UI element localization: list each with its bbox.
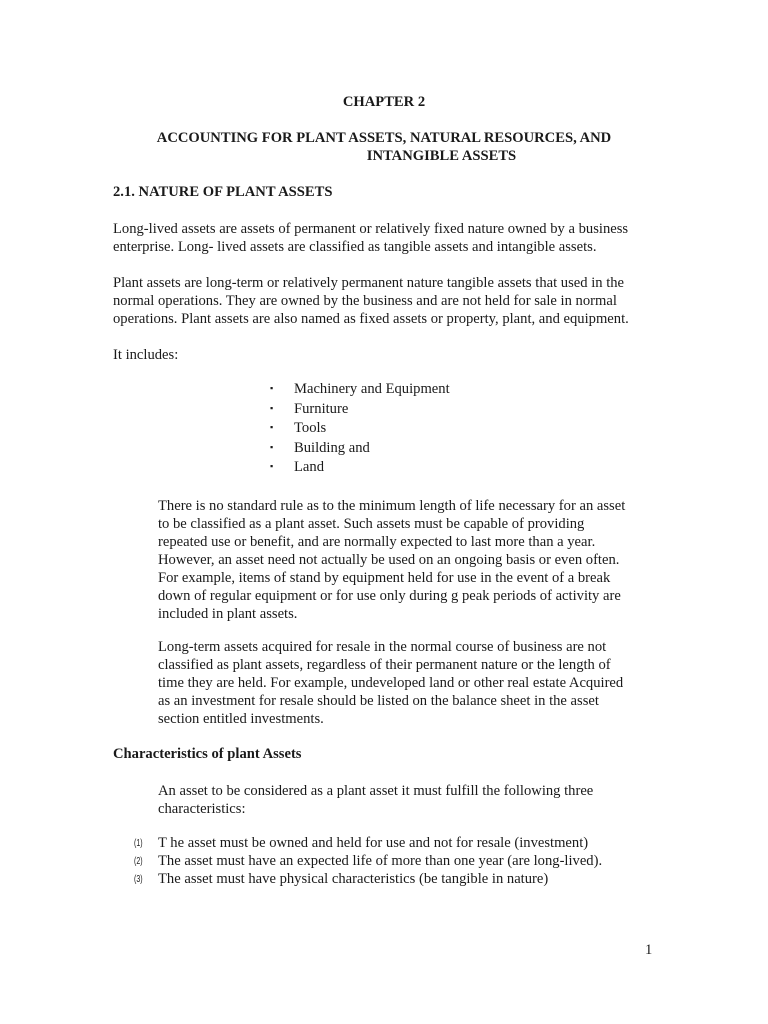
list-item-text: T he asset must be owned and held for use and not for resale (investment) [158, 835, 589, 851]
includes-label [113, 346, 673, 364]
list-item-text: Furniture [294, 400, 349, 417]
bullet-icon: ▪ [270, 441, 274, 452]
bullet-icon: ▪ [270, 383, 274, 393]
list-item [134, 834, 602, 852]
bullet-icon: ▪ [270, 422, 274, 432]
bullet-icon: ▪ [270, 402, 274, 413]
text-line: characteristics: [158, 801, 246, 817]
list-item [134, 852, 602, 870]
text-line: repeated use or benefit, and are normally expected to last more than a year. [158, 534, 596, 550]
list-item-text: The asset must have an expected life of more than one year (are long-lived). [158, 853, 603, 869]
characteristics-heading: Characteristics of plant Assets [113, 746, 302, 762]
text-line: to be classified as a plant asset. Such assets must be capable of providing [158, 516, 585, 532]
text-line: There is no standard rule as to the minimum length of life necessary for an asset [158, 498, 626, 514]
paragraph-long-lived-assets [113, 220, 673, 256]
list-item-text: The asset must have physical characteristics (be tangible in nature) [158, 871, 549, 887]
text-line: It includes: [113, 347, 179, 363]
text-line: down of regular equipment or for use only during g peak periods of activity are [158, 588, 621, 604]
text-line: Long-term assets acquired for resale in the normal course of business are not [158, 639, 607, 655]
paragraph-characteristics-intro [158, 782, 658, 818]
list-item [270, 380, 450, 400]
text-line: For example, items of stand by equipment held for use in the event of a break [158, 570, 611, 586]
list-item [270, 419, 450, 439]
list-number: (1) [134, 838, 143, 849]
text-line: section entitled investments. [158, 711, 324, 727]
text-line: included in plant assets. [158, 606, 298, 622]
text-line: operations. Plant assets are also named as fixed assets or property, plant, and equipment. [113, 311, 629, 327]
chapter-title-line-1: ACCOUNTING FOR PLANT ASSETS, NATURAL RESOURCES, AND [156, 130, 612, 146]
paragraph-plant-assets [113, 274, 673, 328]
section-heading: 2.1. NATURE OF PLANT ASSETS [113, 184, 333, 200]
list-item-text: Building and [294, 439, 370, 456]
bullet-icon: ▪ [270, 461, 274, 471]
list-item-text: Land [294, 459, 324, 475]
text-line: However, an asset need not actually be used on an ongoing basis or even often. [158, 552, 620, 568]
characteristics-list [134, 834, 602, 888]
paragraph-resale-assets [158, 638, 658, 728]
list-number: (2) [134, 856, 143, 867]
list-item [270, 458, 450, 478]
text-line: normal operations. They are owned by the business and are not held for sale in normal [113, 293, 617, 309]
text-line: time they are held. For example, undeveloped land or other real estate Acquired [158, 675, 624, 691]
chapter-label: CHAPTER 2 [342, 94, 426, 110]
plant-asset-list [270, 380, 450, 478]
list-item-text: Machinery and Equipment [294, 381, 450, 397]
page-number: 1 [645, 942, 653, 958]
list-item-text: Tools [294, 420, 327, 436]
text-line: as an investment for resale should be listed on the balance sheet in the asset [158, 693, 599, 709]
text-line: Plant assets are long-term or relatively permanent nature tangible assets that used in the [113, 275, 625, 291]
list-item [270, 439, 450, 459]
list-item [134, 870, 602, 888]
text-line: An asset to be considered as a plant asset it must fulfill the following three [158, 783, 594, 799]
chapter-title [0, 129, 768, 165]
text-line: Long-lived assets are assets of permanent or relatively fixed nature owned by a business [113, 221, 629, 237]
list-item [270, 400, 450, 420]
chapter-title-line-2: INTANGIBLE ASSETS [366, 148, 517, 164]
paragraph-minimum-life-rule [158, 497, 658, 623]
text-line: classified as plant assets, regardless of their permanent nature or the length of [158, 657, 611, 673]
list-number: (3) [134, 874, 143, 885]
text-line: enterprise. Long- lived assets are classified as tangible assets and intangible assets. [113, 239, 597, 255]
